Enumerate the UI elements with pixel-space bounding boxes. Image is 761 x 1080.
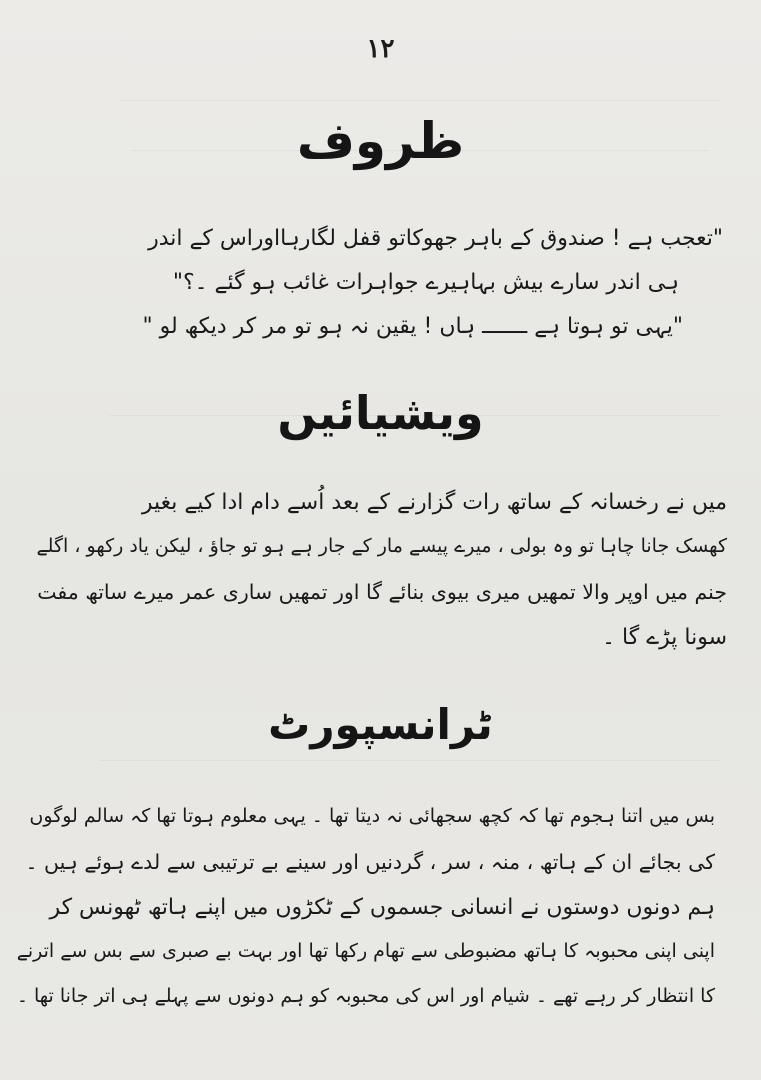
section-1-line-1: "تعجب ہے ! صندوق کے باہر جھوکاتو قفل لگارہااوراس کے اندر: [148, 226, 723, 251]
section-3-line-1: بس میں اتنا ہجوم تھا کہ کچھ سجھائی نہ دیتا تھا ۔ یہی معلوم ہوتا تھا کہ سالم لوگوں: [29, 805, 715, 827]
section-3-line-4: اپنی اپنی محبوبہ کا ہاتھ مضبوطی سے تھام رکھا تھا اور بہت بے صبری سے بس سے اترنے: [16, 940, 715, 962]
section-2-line-4: سونا پڑے گا ۔: [602, 625, 727, 650]
page-number: ۱۲: [366, 34, 395, 64]
section-3-line-3: ہم دونوں دوستوں نے انسانی جسموں کے ٹکڑوں میں اپنے ہاتھ ٹھونس کر: [49, 895, 715, 920]
section-heading-veshyayen: ویشیائیں: [277, 386, 484, 440]
section-1-line-2: ہی اندر سارے بیش بہاہیرے جواہرات غائب ہو گئے ۔؟": [172, 270, 679, 295]
section-2-line-3: جنم میں اوپر والا تمھیں میری بیوی بنائے گا اور تمھیں ساری عمر میرے ساتھ مفت: [37, 580, 727, 604]
section-2-line-2: کھسک جانا چاہا تو وہ بولی ، میرے پیسے مار کے جار ہے ہو تو جاؤ ، لیکن یاد رکھو ، اگلے: [36, 535, 727, 557]
section-heading-transport: ٹرانسپورٹ: [268, 700, 493, 749]
section-1-line-3: "یہی تو ہوتا ہے ـــــــ ہاں ! یقین نہ ہو تو مر کر دیکھ لو ": [142, 314, 683, 339]
section-3-line-5: کا انتظار کر رہے تھے ۔ شیام اور اس کی محبوبہ کو ہم دونوں سے پہلے ہی اتر جانا تھا ۔: [16, 985, 715, 1007]
section-3-line-2: کی بجائے ان کے ہاتھ ، منہ ، سر ، گردنیں اور سینے بے ترتیبی سے لدے ہوئے ہیں ۔: [25, 850, 715, 874]
section-heading-zuroof: ظروف: [296, 112, 465, 170]
section-2-line-1: میں نے رخسانہ کے ساتھ رات گزارنے کے بعد اُسے دام ادا کیے بغیر: [141, 490, 727, 515]
